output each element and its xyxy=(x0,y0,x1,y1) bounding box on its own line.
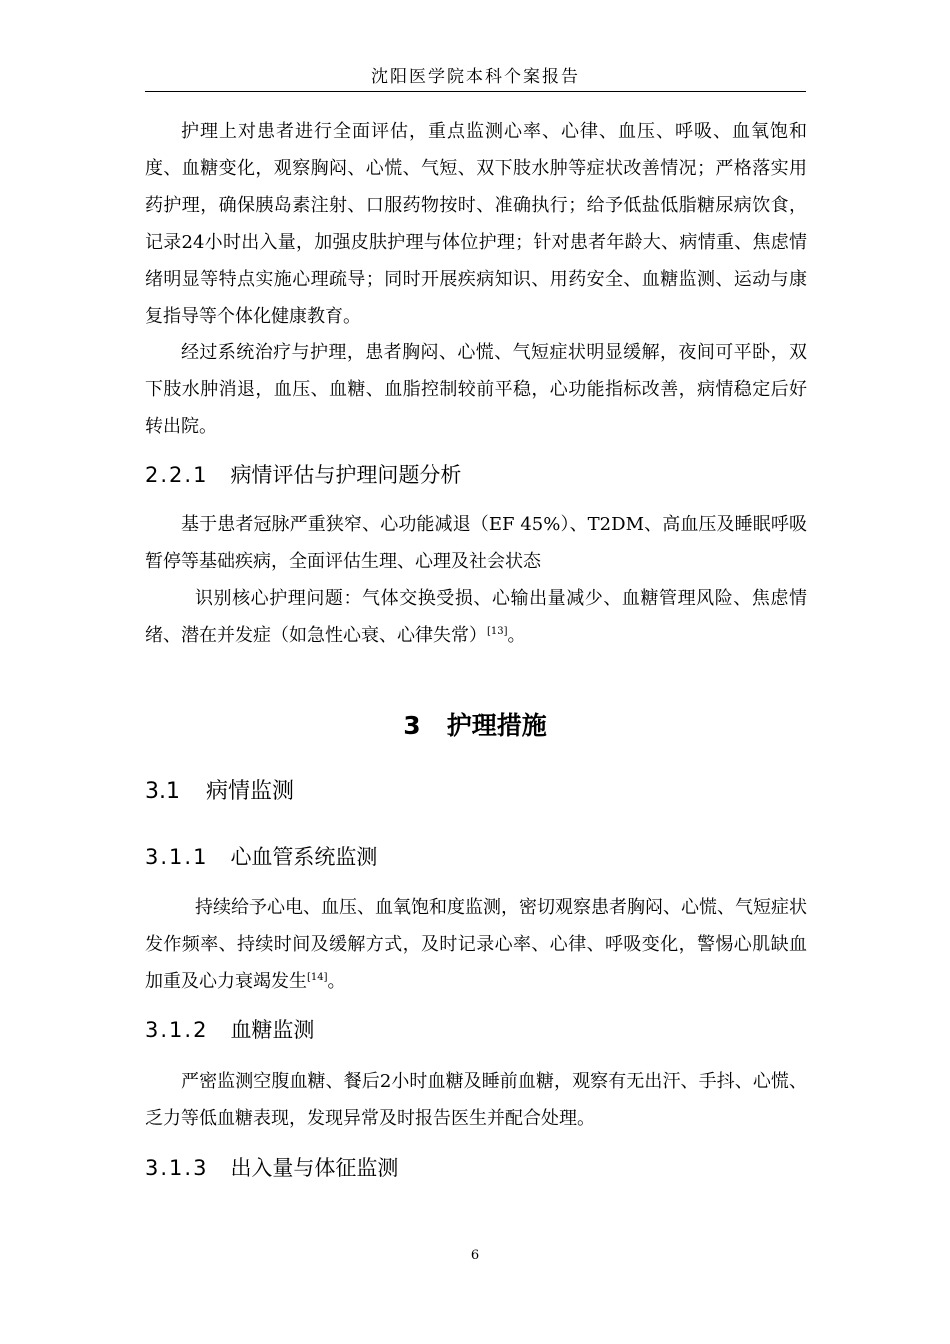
chapter-title: 护理措施 xyxy=(446,711,547,740)
heading-title: 出入量与体征监测 xyxy=(230,1156,399,1180)
heading-number: 3.1.2 xyxy=(145,1018,209,1042)
heading-3-1-2 xyxy=(145,1015,314,1045)
chapter-heading-3 xyxy=(0,708,950,744)
heading-number: 3.1 xyxy=(145,779,180,804)
heading-number: 3.1.3 xyxy=(145,1156,209,1180)
citation-ref: [13] xyxy=(487,626,508,637)
heading-number: 3.1.1 xyxy=(145,845,209,869)
chapter-number: 3 xyxy=(403,711,421,740)
heading-3-1 xyxy=(145,777,294,807)
header-rule xyxy=(145,91,806,92)
heading-title: 病情监测 xyxy=(206,779,295,804)
citation-ref: [14] xyxy=(307,972,328,983)
heading-title: 血糖监测 xyxy=(230,1018,315,1042)
page-number: 6 xyxy=(470,1248,480,1263)
paragraph-cardio-monitoring xyxy=(145,889,807,1000)
heading-2-2-1 xyxy=(145,460,461,490)
paragraph-nursing-assessment: 护理上对患者进行全面评估，重点监测心率、心律、血压、呼吸、血氧饱和度、血糖变化，观察胸闷、心慌、气短、双下肢水肿等症状改善情况；严格落实用药护理，确保胰岛素注射、口服药物按时、准确执行；给予低盐低脂糖尿病饮食，记录24小时出入量，加强皮肤护理与体位护理；针对患者年龄大、病情重、焦虑情绪明显等特点实施心理疏导；同时开展疾病知识、用药安全、血糖监测、运动与康复指导等个体化健康教育。 xyxy=(145,121,807,327)
running-header: 沈阳医学院本科个案报告 xyxy=(371,67,580,87)
heading-number: 2.2.1 xyxy=(145,463,209,487)
heading-title: 心血管系统监测 xyxy=(230,845,378,869)
paragraph-end-punct: 。 xyxy=(507,625,526,646)
paragraph-assessment-basis: 基于患者冠脉严重狭窄、心功能减退（EF 45%）、T2DM、高血压及睡眠呼吸暂停等基础疾病，全面评估生理、心理及社会状态 xyxy=(145,514,807,572)
heading-3-1-1 xyxy=(145,842,377,872)
heading-3-1-3 xyxy=(145,1153,398,1183)
paragraph-core-problems xyxy=(145,580,807,654)
paragraph-text: 识别核心护理问题：气体交换受损、心输出量减少、血糖管理风险、焦虑情绪、潜在并发症（如急性心衰、心律失常） xyxy=(145,588,807,646)
paragraph-glucose-monitoring: 严密监测空腹血糖、餐后2小时血糖及睡前血糖，观察有无出汗、手抖、心慌、乏力等低血糖表现，发现异常及时报告医生并配合处理。 xyxy=(145,1071,807,1129)
heading-title: 病情评估与护理问题分析 xyxy=(230,463,462,487)
paragraph-text: 持续给予心电、血压、血氧饱和度监测，密切观察患者胸闷、心慌、气短症状发作频率、持续时间及缓解方式，及时记录心率、心律、呼吸变化，警惕心肌缺血加重及心力衰竭发生 xyxy=(145,897,807,992)
paragraph-end-punct: 。 xyxy=(327,971,346,992)
paragraph-outcome: 经过系统治疗与护理，患者胸闷、心慌、气短症状明显缓解，夜间可平卧，双下肢水肿消退，血压、血糖、血脂控制较前平稳，心功能指标改善，病情稳定后好转出院。 xyxy=(145,342,807,437)
